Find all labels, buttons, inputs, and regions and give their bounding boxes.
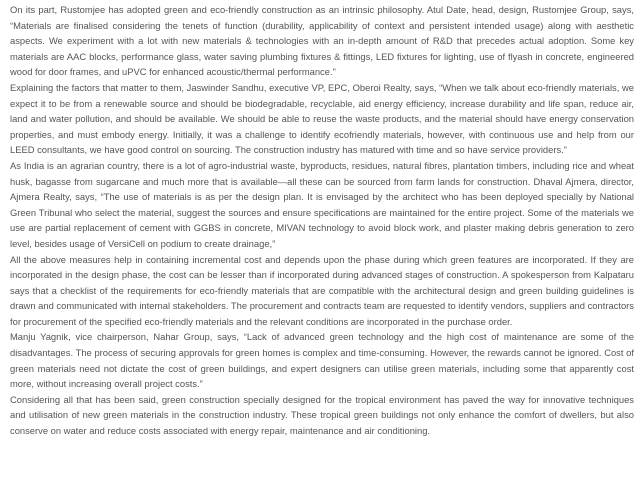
paragraph-oberoi: Explaining the factors that matter to them, Jaswinder Sandhu, executive VP, EPC, Oberoi Realty, says, “When we talk about eco-friendly materials, we expect it to be from a renewable source and should be biodegradable, recyclable, aid energy efficiency, increase durability and life span, reduce air, land and water pollution, and should be available. We should be able to reuse the waste products, and the material should have energy conservation properties, and must embody energy. Initially, it was a challenge to identify ecofriendly materials, however, with continuous use and help from our LEED consultants, we have good control on sourcing. The construction industry has matured with time and so have service providers.” xyxy=(10,81,634,156)
paragraph-nahar: Manju Yagnik, vice chairperson, Nahar Group, says, “Lack of advanced green technology and the high cost of maintenance are some of the disadvantages. The process of securing approvals for green homes is complex and time-consuming. However, the rewards cannot be ignored. Cost of green materials need not dictate the cost of green buildings, and expert designers can utilise green materials, including some that apparently cost more, without increasing overall project costs.” xyxy=(10,331,634,390)
paragraph-rustomjee: On its part, Rustomjee has adopted green and eco-friendly construction as an intrinsic philosophy. Atul Date, head, design, Rustomjee Group, says, “Materials are finalised considering the tenets of function (durability, applicability of context and persistent intended usage) along with aesthetic aspects. We experiment with a lot with new materials & technologies with an in-depth amount of R&D that precedes actual adoption. Some key materials are AAC blocks, performance glass, water saving plumbing fixtures & fittings, LED fixtures for lighting, use of flyash in concrete, engineered wood for door frames, and uPVC for enhanced acoustic/thermal performance.” xyxy=(10,4,634,78)
paragraph-ajmera: As India is an agrarian country, there is a lot of agro-industrial waste, byproducts, residues, natural fibres, plantation timbers, including rice and wheat husk, bagasse from sugarcane and much more that is available—all these can be sourced from farm lands for construction. Dhaval Ajmera, director, Ajmera Realty, says, “The use of materials is as per the design plan. It is envisaged by the architect who has been deployed specially by National Green Tribunal who select the material, suggest the sources and ensure specifications are maintained for the entire project. Some of the materials we use are partial replacement of cement with GGBS in concrete, MIVAN technology to avoid block work, and plaster making debris generation to zero level, besides usage of VersiCell on podium to create drainage,” xyxy=(10,159,634,249)
paragraph-kalpataru: All the above measures help in containing incremental cost and depends upon the phase during which green features are incorporated. If they are incorporated in the design phase, the cost can be lesser than if incorporated during advanced stages of construction. A spokesperson from Kalpataru says that a checklist of the requirements for eco-friendly materials that are compatible with the architectural design and green building guidelines is drawn and communicated with internal stakeholders. The procurement and contracts team are requested to identify vendors, suppliers and contractors for procurement of the specified eco-friendly materials and the relevant conditions are incorporated in the purchase order. xyxy=(10,253,634,327)
paragraph-conclusion: Considering all that has been said, green construction specially designed for the tropical environment has paved the way for innovative techniques and utilisation of new green materials in the construction industry. These tropical green buildings not only enhance the comfort of dwellers, but also conserve on water and reduce costs associated with energy repair, maintenance and air conditioning. xyxy=(10,393,634,437)
